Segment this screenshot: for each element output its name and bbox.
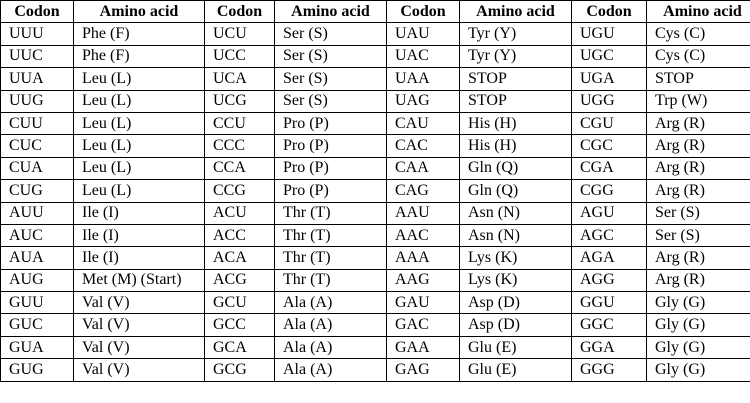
codon-cell: GGA xyxy=(572,336,647,358)
amino-acid-cell: Ala (A) xyxy=(275,314,387,336)
amino-acid-cell: Leu (L) xyxy=(74,180,205,202)
amino-acid-cell: Thr (T) xyxy=(275,202,387,224)
codon-cell: UCG xyxy=(205,90,275,112)
codon-cell: GUU xyxy=(1,292,74,314)
amino-acid-cell: Leu (L) xyxy=(74,90,205,112)
amino-acid-cell: Lys (K) xyxy=(460,247,572,269)
amino-acid-cell: Ser (S) xyxy=(275,90,387,112)
codon-cell: AUU xyxy=(1,202,74,224)
amino-acid-cell: Arg (R) xyxy=(647,135,750,157)
amino-acid-cell: Gly (G) xyxy=(647,292,750,314)
table-row xyxy=(1,202,750,224)
amino-acid-cell: Ile (I) xyxy=(74,247,205,269)
codon-cell: UCC xyxy=(205,45,275,67)
codon-cell: UGA xyxy=(572,68,647,90)
amino-acid-cell: Gly (G) xyxy=(647,314,750,336)
codon-cell: UGC xyxy=(572,45,647,67)
codon-cell: GGC xyxy=(572,314,647,336)
table-row xyxy=(1,112,750,134)
amino-acid-cell: Gln (Q) xyxy=(460,157,572,179)
amino-acid-cell: Ile (I) xyxy=(74,202,205,224)
table-body xyxy=(1,23,750,381)
codon-cell: CAC xyxy=(387,135,460,157)
codon-cell: CUC xyxy=(1,135,74,157)
amino-acid-cell: Val (V) xyxy=(74,314,205,336)
amino-acid-cell: Arg (R) xyxy=(647,247,750,269)
amino-acid-cell: Pro (P) xyxy=(275,180,387,202)
codon-cell: GUC xyxy=(1,314,74,336)
amino-acid-cell: Thr (T) xyxy=(275,269,387,291)
amino-acid-cell: Leu (L) xyxy=(74,157,205,179)
codon-cell: CAA xyxy=(387,157,460,179)
codon-cell: GUG xyxy=(1,359,74,381)
table-row xyxy=(1,292,750,314)
table-row xyxy=(1,269,750,291)
codon-cell: AGC xyxy=(572,224,647,246)
codon-cell: AAU xyxy=(387,202,460,224)
codon-cell: GAG xyxy=(387,359,460,381)
amino-acid-cell: Tyr (Y) xyxy=(460,23,572,45)
codon-cell: CUA xyxy=(1,157,74,179)
table-row xyxy=(1,180,750,202)
codon-cell: CGA xyxy=(572,157,647,179)
amino-acid-cell: Ile (I) xyxy=(74,224,205,246)
codon-cell: UAC xyxy=(387,45,460,67)
header-row xyxy=(1,1,750,23)
amino-acid-cell: Ala (A) xyxy=(275,359,387,381)
codon-cell: CAU xyxy=(387,112,460,134)
amino-acid-cell: Glu (E) xyxy=(460,336,572,358)
codon-cell: UAA xyxy=(387,68,460,90)
amino-acid-cell: Asp (D) xyxy=(460,314,572,336)
amino-acid-cell: Arg (R) xyxy=(647,112,750,134)
codon-cell: AAA xyxy=(387,247,460,269)
table-row xyxy=(1,45,750,67)
table-row xyxy=(1,359,750,381)
amino-acid-cell: Arg (R) xyxy=(647,157,750,179)
column-header-amino-acid: Amino acid xyxy=(275,1,387,23)
codon-cell: CCG xyxy=(205,180,275,202)
codon-cell: CCA xyxy=(205,157,275,179)
codon-cell: ACC xyxy=(205,224,275,246)
amino-acid-cell: Ser (S) xyxy=(275,68,387,90)
codon-cell: AAC xyxy=(387,224,460,246)
codon-cell: UGG xyxy=(572,90,647,112)
codon-cell: AUC xyxy=(1,224,74,246)
amino-acid-cell: Ala (A) xyxy=(275,292,387,314)
amino-acid-cell: Glu (E) xyxy=(460,359,572,381)
amino-acid-cell: Phe (F) xyxy=(74,23,205,45)
codon-cell: GAA xyxy=(387,336,460,358)
amino-acid-cell: Pro (P) xyxy=(275,135,387,157)
codon-cell: CGC xyxy=(572,135,647,157)
codon-cell: GGU xyxy=(572,292,647,314)
amino-acid-cell: Pro (P) xyxy=(275,112,387,134)
amino-acid-cell: Cys (C) xyxy=(647,45,750,67)
column-header-amino-acid: Amino acid xyxy=(460,1,572,23)
amino-acid-cell: STOP xyxy=(460,68,572,90)
codon-cell: GCU xyxy=(205,292,275,314)
amino-acid-cell: Gln (Q) xyxy=(460,180,572,202)
codon-cell: CCC xyxy=(205,135,275,157)
codon-cell: AAG xyxy=(387,269,460,291)
codon-cell: ACG xyxy=(205,269,275,291)
codon-cell: ACU xyxy=(205,202,275,224)
amino-acid-cell: Ala (A) xyxy=(275,336,387,358)
codon-cell: GCG xyxy=(205,359,275,381)
table-row xyxy=(1,247,750,269)
codon-cell: UUU xyxy=(1,23,74,45)
table-row xyxy=(1,157,750,179)
amino-acid-cell: Lys (K) xyxy=(460,269,572,291)
codon-cell: UUC xyxy=(1,45,74,67)
column-header-codon: Codon xyxy=(572,1,647,23)
amino-acid-cell: Leu (L) xyxy=(74,68,205,90)
amino-acid-cell: Ser (S) xyxy=(647,202,750,224)
codon-cell: GAU xyxy=(387,292,460,314)
column-header-codon: Codon xyxy=(1,1,74,23)
codon-cell: AUA xyxy=(1,247,74,269)
amino-acid-cell: Leu (L) xyxy=(74,112,205,134)
amino-acid-cell: Ser (S) xyxy=(275,23,387,45)
codon-cell: CGG xyxy=(572,180,647,202)
amino-acid-cell: Ser (S) xyxy=(275,45,387,67)
column-header-amino-acid: Amino acid xyxy=(74,1,205,23)
table-row xyxy=(1,224,750,246)
amino-acid-cell: Asp (D) xyxy=(460,292,572,314)
codon-cell: CGU xyxy=(572,112,647,134)
amino-acid-cell: Cys (C) xyxy=(647,23,750,45)
amino-acid-cell: STOP xyxy=(647,68,750,90)
codon-cell: UUA xyxy=(1,68,74,90)
table-row xyxy=(1,135,750,157)
amino-acid-cell: Val (V) xyxy=(74,359,205,381)
amino-acid-cell: Tyr (Y) xyxy=(460,45,572,67)
codon-cell: CUU xyxy=(1,112,74,134)
table-row xyxy=(1,314,750,336)
amino-acid-cell: Leu (L) xyxy=(74,135,205,157)
codon-cell: UUG xyxy=(1,90,74,112)
codon-cell: UCU xyxy=(205,23,275,45)
amino-acid-cell: His (H) xyxy=(460,112,572,134)
amino-acid-cell: Arg (R) xyxy=(647,180,750,202)
codon-cell: UCA xyxy=(205,68,275,90)
amino-acid-cell: Val (V) xyxy=(74,336,205,358)
amino-acid-cell: STOP xyxy=(460,90,572,112)
codon-cell: GCA xyxy=(205,336,275,358)
codon-cell: GGG xyxy=(572,359,647,381)
codon-cell: CAG xyxy=(387,180,460,202)
codon-cell: GAC xyxy=(387,314,460,336)
amino-acid-cell: His (H) xyxy=(460,135,572,157)
codon-cell: AUG xyxy=(1,269,74,291)
codon-cell: CUG xyxy=(1,180,74,202)
amino-acid-cell: Ser (S) xyxy=(647,224,750,246)
amino-acid-cell: Asn (N) xyxy=(460,224,572,246)
amino-acid-cell: Val (V) xyxy=(74,292,205,314)
amino-acid-cell: Thr (T) xyxy=(275,247,387,269)
amino-acid-cell: Phe (F) xyxy=(74,45,205,67)
column-header-codon: Codon xyxy=(205,1,275,23)
table-header xyxy=(1,1,750,23)
codon-cell: UAG xyxy=(387,90,460,112)
codon-cell: AGG xyxy=(572,269,647,291)
column-header-codon: Codon xyxy=(387,1,460,23)
amino-acid-cell: Asn (N) xyxy=(460,202,572,224)
column-header-amino-acid: Amino acid xyxy=(647,1,750,23)
amino-acid-cell: Arg (R) xyxy=(647,269,750,291)
amino-acid-cell: Gly (G) xyxy=(647,359,750,381)
codon-cell: UAU xyxy=(387,23,460,45)
codon-cell: UGU xyxy=(572,23,647,45)
amino-acid-cell: Trp (W) xyxy=(647,90,750,112)
amino-acid-cell: Met (M) (Start) xyxy=(74,269,205,291)
table-row xyxy=(1,68,750,90)
codon-cell: AGU xyxy=(572,202,647,224)
table-row xyxy=(1,336,750,358)
codon-cell: AGA xyxy=(572,247,647,269)
amino-acid-cell: Pro (P) xyxy=(275,157,387,179)
amino-acid-cell: Gly (G) xyxy=(647,336,750,358)
amino-acid-cell: Thr (T) xyxy=(275,224,387,246)
codon-cell: GUA xyxy=(1,336,74,358)
codon-cell: GCC xyxy=(205,314,275,336)
table-row xyxy=(1,90,750,112)
codon-cell: CCU xyxy=(205,112,275,134)
codon-cell: ACA xyxy=(205,247,275,269)
table-row xyxy=(1,23,750,45)
